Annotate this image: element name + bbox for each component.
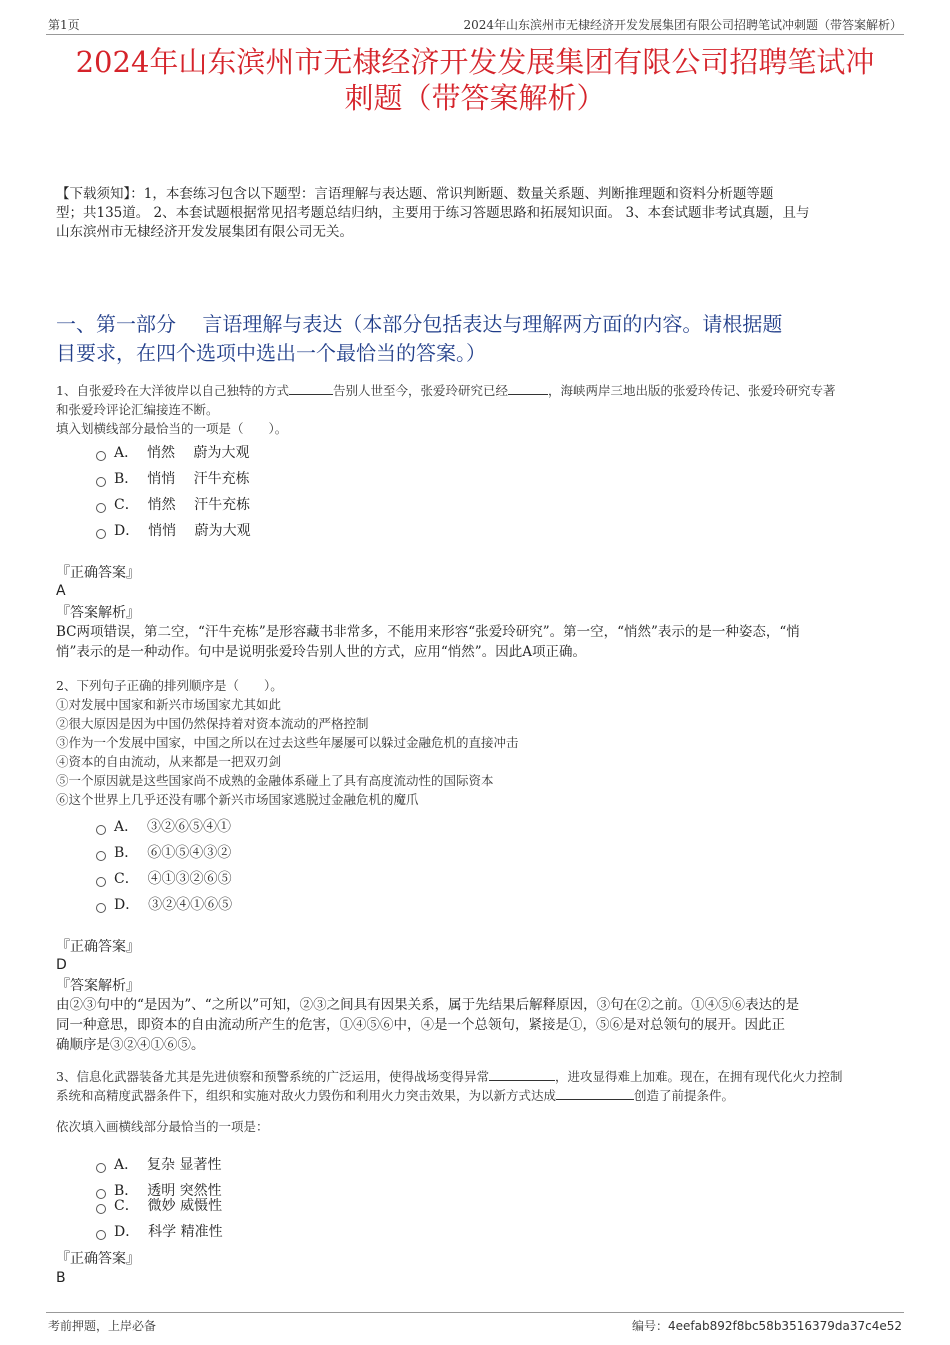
question-2-line-0: 2、下列句子正确的排列顺序是（ ）。 bbox=[56, 678, 283, 693]
option-text: 微妙 威慑性 bbox=[147, 1198, 223, 1214]
q3-text-d: 创造了前提条件。 bbox=[634, 1088, 735, 1103]
notice-line-2: 型；共135道。 2、本套试题根据常见招考题总结归纳，主要用于练习答题思路和拓展知识面。 3、本套试题非考试真题，且与 bbox=[56, 205, 810, 221]
option-key: D． bbox=[114, 897, 140, 913]
option-text: 科学 精准性 bbox=[148, 1224, 223, 1240]
q3-option-a[interactable] bbox=[96, 1154, 221, 1176]
q1-blank-2 bbox=[508, 382, 548, 395]
question-3-line-2 bbox=[56, 1086, 906, 1105]
question-1-line-2: 和张爱玲评论汇编接连不断。 bbox=[56, 402, 219, 417]
option-text: ③②⑥⑤④① bbox=[147, 819, 232, 835]
question-2-sentence-3: ③作为一个发展中国家，中国之所以在过去这些年屡屡可以躲过金融危机的直接冲击 bbox=[56, 735, 519, 750]
page-number: 第1页 bbox=[48, 18, 80, 32]
radio-icon[interactable] bbox=[96, 1163, 106, 1173]
radio-icon[interactable] bbox=[96, 477, 106, 487]
q2-explanation bbox=[56, 995, 906, 1055]
question-3-line-3: 依次填入画横线部分最恰当的一项是： bbox=[56, 1119, 269, 1134]
option-key: D． bbox=[114, 1224, 140, 1240]
question-1-stem bbox=[56, 381, 906, 438]
q2-option-c[interactable] bbox=[96, 868, 232, 890]
q3-option-c[interactable] bbox=[96, 1195, 222, 1217]
q1-explanation-line-1: BC两项错误，第二空，“汗牛充栋”是形容藏书非常多，不能用来形容“张爱玲研究”。第一空，“悄然”表示的是一种姿态，“悄 bbox=[56, 624, 800, 640]
q1-answer-value: A bbox=[56, 583, 66, 599]
option-text: 透明 突然性 bbox=[147, 1183, 222, 1199]
q3-blank-2 bbox=[556, 1087, 634, 1100]
option-key: C． bbox=[114, 1198, 139, 1214]
q2-option-d[interactable] bbox=[96, 894, 232, 916]
question-3-stem bbox=[56, 1067, 906, 1136]
q2-answer-label: 『正确答案』 bbox=[56, 939, 140, 955]
radio-icon[interactable] bbox=[96, 1204, 106, 1214]
page-header bbox=[46, 14, 904, 35]
question-2-stem bbox=[56, 676, 906, 809]
q3-text-a: 3、信息化武器装备尤其是先进侦察和预警系统的广泛运用，使得战场变得异常 bbox=[56, 1069, 489, 1084]
q1-option-d[interactable] bbox=[96, 520, 251, 542]
q1-text-b: 告别人世至今，张爱玲研究已经 bbox=[332, 383, 508, 398]
question-2-sentence-1: ①对发展中国家和新兴市场国家尤其如此 bbox=[56, 697, 282, 712]
footer-code bbox=[632, 1317, 902, 1334]
radio-icon[interactable] bbox=[96, 851, 106, 861]
page-footer bbox=[46, 1312, 904, 1335]
footer-slogan: 考前押题，上岸必备 bbox=[48, 1319, 157, 1333]
option-key: A． bbox=[114, 819, 139, 835]
option-text: ⑥①⑤④③② bbox=[147, 845, 232, 861]
q2-explanation-line-2: 同一种意思，即资本的自由流动所产生的危害，①④⑤⑥中，④是一个总领句，紧接是①，⑤⑥是对总领句的展开。因此正 bbox=[56, 1017, 785, 1033]
title-line-2: 刺题（带答案解析） bbox=[344, 81, 606, 115]
q2-explanation-label: 『答案解析』 bbox=[56, 978, 140, 994]
page-title bbox=[40, 44, 910, 116]
q1-explanation bbox=[56, 622, 906, 662]
option-key: B． bbox=[114, 471, 139, 487]
question-2-sentence-4: ④资本的自由流动，从来都是一把双刃剑 bbox=[56, 754, 282, 769]
option-key: B． bbox=[114, 845, 139, 861]
question-2-sentence-2: ②很大原因是因为中国仍然保持着对资本流动的严格控制 bbox=[56, 716, 369, 731]
option-text: 悄然 汗牛充栋 bbox=[147, 497, 251, 513]
option-key: A． bbox=[114, 445, 139, 461]
radio-icon[interactable] bbox=[96, 903, 106, 913]
q1-text-c: ，海峡两岸三地出版的张爱玲传记、张爱玲研究专著 bbox=[547, 383, 836, 398]
question-1-line-1 bbox=[56, 381, 906, 400]
option-text: 悄然 蔚为大观 bbox=[147, 445, 250, 461]
option-key: D． bbox=[114, 523, 140, 539]
q2-explanation-line-3: 确顺序是③②④①⑥⑤。 bbox=[56, 1037, 205, 1053]
question-2-sentence-6: ⑥这个世界上几乎还没有哪个新兴市场国家逃脱过金融危机的魔爪 bbox=[56, 792, 419, 807]
download-notice bbox=[56, 185, 898, 242]
option-text: 悄悄 汗牛充栋 bbox=[147, 471, 250, 487]
footer-code-label: 编号： bbox=[631, 1319, 668, 1333]
q1-explanation-line-2: 悄”表示的是一种动作。句中是说明张爱玲告别人世的方式，应用“悄然”。因此A项正确。 bbox=[56, 644, 586, 660]
q3-option-d[interactable] bbox=[96, 1221, 223, 1243]
q2-explanation-line-1: 由②③句中的“是因为”、“之所以”可知，②③之间具有因果关系，属于先结果后解释原因，③句在②之前。①④⑤⑥表达的是 bbox=[56, 997, 800, 1013]
footer-code-value: 4eefab892f8bc58b3516379da37c4e52 bbox=[667, 1319, 902, 1333]
question-3-line-1 bbox=[56, 1067, 906, 1086]
radio-icon[interactable] bbox=[96, 529, 106, 539]
q1-text-a: 1、自张爱玲在大洋彼岸以自己独特的方式 bbox=[56, 383, 289, 398]
q2-option-a[interactable] bbox=[96, 816, 231, 838]
question-2-sentence-5: ⑤一个原因就是这些国家尚不成熟的金融体系碰上了具有高度流动性的国际资本 bbox=[56, 773, 494, 788]
radio-icon[interactable] bbox=[96, 503, 106, 513]
header-doc-title: 2024年山东滨州市无棣经济开发发展集团有限公司招聘笔试冲刺题（带答案解析） bbox=[463, 18, 902, 32]
q3-answer-label: 『正确答案』 bbox=[56, 1251, 140, 1267]
q1-answer-label: 『正确答案』 bbox=[56, 565, 140, 581]
section-heading bbox=[56, 310, 898, 368]
q2-option-b[interactable] bbox=[96, 842, 231, 864]
q1-blank-1 bbox=[289, 382, 333, 395]
q1-option-a[interactable] bbox=[96, 442, 249, 464]
notice-line-1: 【下载须知】：1，本套练习包含以下题型：言语理解与表达题、常识判断题、数量关系题、判断推理题和资料分析题等题 bbox=[56, 186, 774, 202]
radio-icon[interactable] bbox=[96, 451, 106, 461]
radio-icon[interactable] bbox=[96, 877, 106, 887]
option-key: C． bbox=[114, 497, 139, 513]
q3-blank-1 bbox=[489, 1068, 555, 1081]
option-key: A． bbox=[114, 1157, 139, 1173]
radio-icon[interactable] bbox=[96, 825, 106, 835]
notice-line-3: 山东滨州市无棣经济开发发展集团有限公司无关。 bbox=[56, 224, 353, 240]
option-key: B． bbox=[114, 1183, 139, 1199]
q3-text-c: 系统和高精度武器条件下，组织和实施对敌火力毁伤和利用火力突击效果，为以新方式达成 bbox=[56, 1088, 557, 1103]
option-text: 复杂 显著性 bbox=[147, 1157, 222, 1173]
q3-answer-value: B bbox=[56, 1270, 66, 1286]
option-key: C． bbox=[114, 871, 139, 887]
radio-icon[interactable] bbox=[96, 1230, 106, 1240]
q1-option-c[interactable] bbox=[96, 494, 250, 516]
section-heading-line-2: 目要求，在四个选项中选出一个最恰当的答案。） bbox=[56, 341, 486, 365]
q2-answer-value: D bbox=[56, 957, 67, 973]
option-text: ④①③②⑥⑤ bbox=[147, 871, 232, 887]
option-text: 悄悄 蔚为大观 bbox=[148, 523, 251, 539]
question-1-line-3: 填入划横线部分最恰当的一项是（ ）。 bbox=[56, 421, 288, 436]
q1-option-b[interactable] bbox=[96, 468, 250, 490]
option-text: ③②④①⑥⑤ bbox=[148, 897, 233, 913]
q1-explanation-label: 『答案解析』 bbox=[56, 605, 140, 621]
section-heading-line-1: 一、第一部分 言语理解与表达（本部分包括表达与理解两方面的内容。请根据题 bbox=[56, 312, 783, 336]
q3-text-b: ，进攻显得难上加难。现在，在拥有现代化火力控制 bbox=[554, 1069, 843, 1084]
title-line-1: 2024年山东滨州市无棣经济开发发展集团有限公司招聘笔试冲 bbox=[75, 45, 875, 79]
